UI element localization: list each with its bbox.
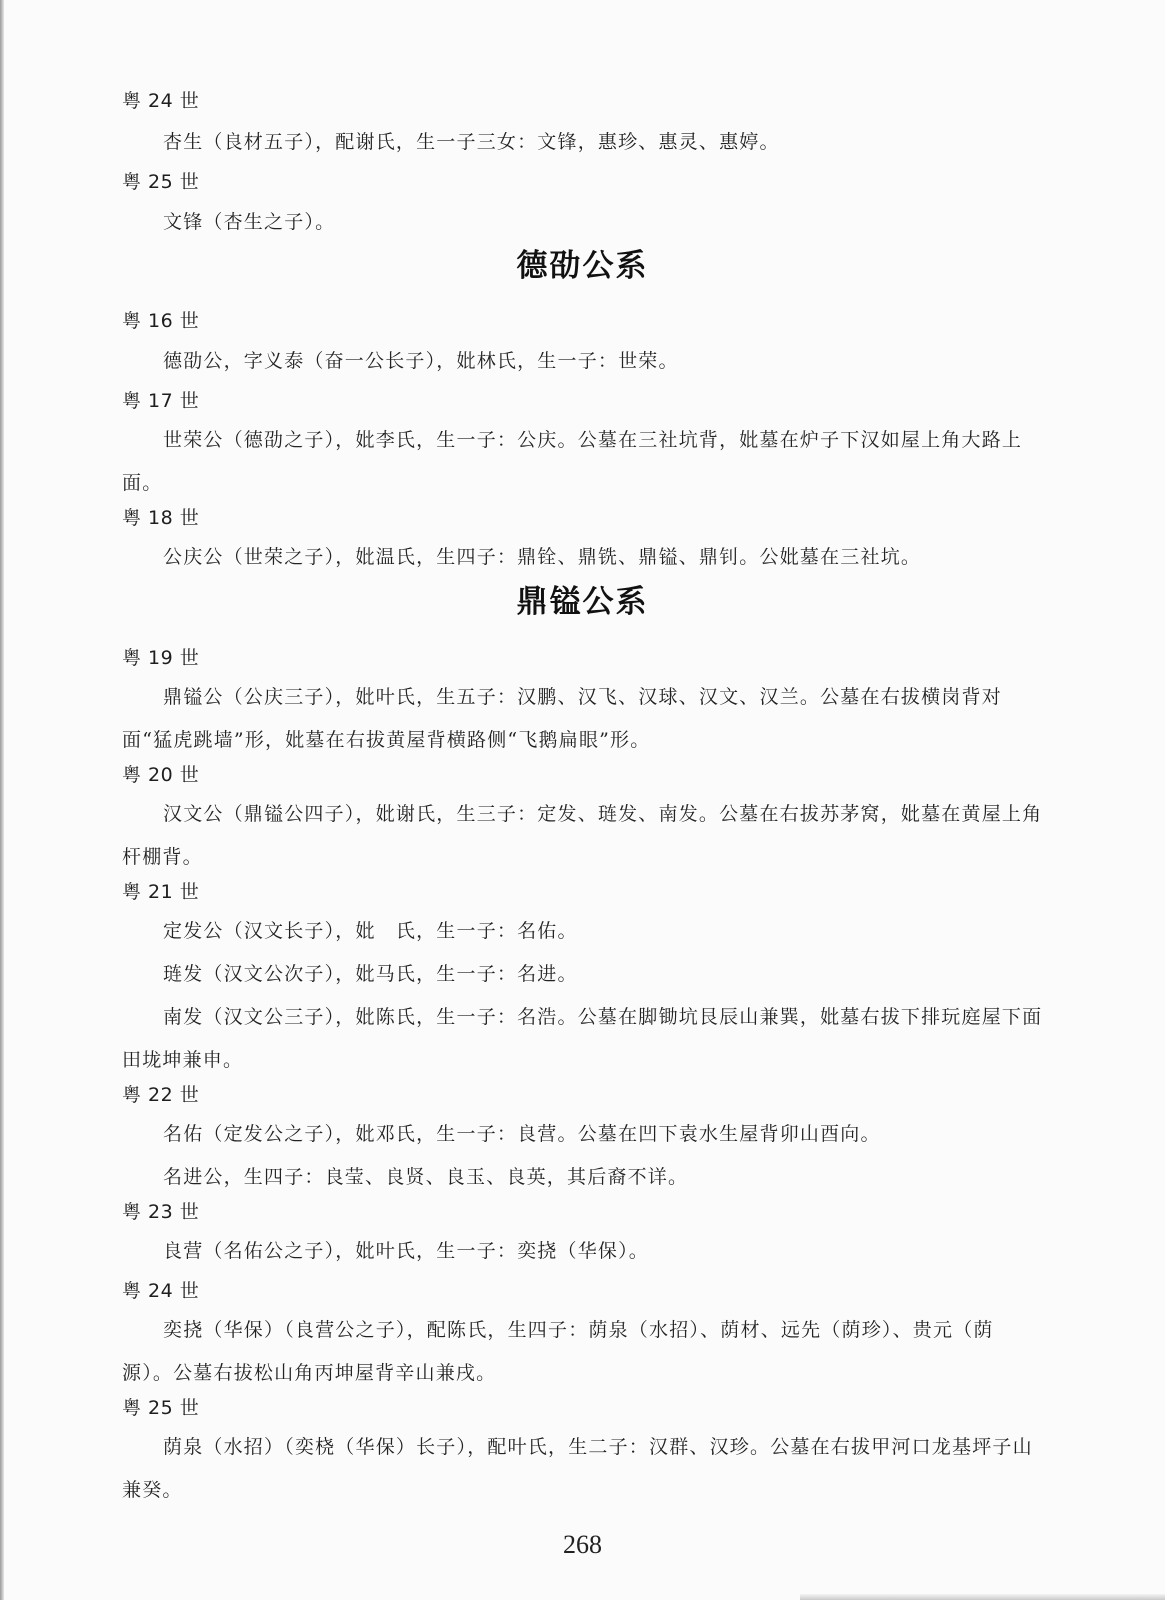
generation-heading: 粤 17 世 <box>122 390 200 412</box>
page-number: 268 <box>563 1530 602 1559</box>
generation-heading: 粤 25 世 <box>122 171 200 193</box>
section-title-dingyi: 鼎镒公系 <box>516 584 649 620</box>
genealogy-entry: 良营（名佑公之子），妣叶氏，生一子：奕挠（华保）。 <box>163 1240 650 1262</box>
generation-heading: 粤 24 世 <box>122 1280 200 1302</box>
generation-heading: 粤 23 世 <box>122 1201 200 1223</box>
generation-heading: 粤 18 世 <box>122 507 200 529</box>
genealogy-entry: 公庆公（世荣之子），妣温氏，生四子：鼎铨、鼎铣、鼎镒、鼎钊。公妣墓在三社坑。 <box>163 546 922 568</box>
genealogy-entry: 名进公，生四子：良莹、良贤、良玉、良英，其后裔不详。 <box>163 1166 689 1188</box>
generation-heading: 粤 20 世 <box>122 764 200 786</box>
genealogy-entry: 汉文公（鼎镒公四子），妣谢氏，生三子：定发、琏发、南发。公墓在右拔苏茅窝，妣墓在黄屋上角杆棚背。 <box>122 803 1043 868</box>
generation-heading: 粤 24 世 <box>122 90 200 112</box>
generation-heading: 粤 25 世 <box>122 1397 200 1419</box>
genealogy-entry: 文锋（杏生之子）。 <box>163 211 336 233</box>
generation-heading: 粤 19 世 <box>122 647 200 669</box>
genealogy-entry: 名佑（定发公之子），妣邓氏，生一子：良营。公墓在凹下袁水生屋背卯山酉向。 <box>163 1123 881 1145</box>
genealogy-entry: 琏发（汉文公次子），妣马氏，生一子：名进。 <box>163 963 578 985</box>
generation-heading: 粤 16 世 <box>122 310 200 332</box>
generation-heading: 粤 22 世 <box>122 1084 200 1106</box>
genealogy-entry: 南发（汉文公三子），妣陈氏，生一子：名浩。公墓在脚锄坑艮辰山兼巽，妣墓右拔下排玩庭屋下面田垅坤兼申。 <box>122 1006 1043 1071</box>
generation-heading: 粤 21 世 <box>122 881 200 903</box>
genealogy-entry: 世荣公（德劭之子），妣李氏，生一子：公庆。公墓在三社坑背，妣墓在炉子下汉如屋上角大路上面。 <box>122 429 1023 494</box>
genealogy-entry: 杏生（良材五子），配谢氏，生一子三女：文锋，惠珍、惠灵、惠婷。 <box>163 131 780 153</box>
genealogy-entry: 定发公（汉文长子），妣 氏，生一子：名佑。 <box>163 920 578 942</box>
genealogy-entry: 鼎镒公（公庆三子），妣叶氏，生五子：汉鹏、汉飞、汉球、汉文、汉兰。公墓在右拔横岗背对面“猛虎跳墙”形，妣墓在右拔黄屋背横路侧“飞鹅扁眼”形。 <box>122 686 1002 751</box>
genealogy-entry: 奕挠（华保）（良营公之子），配陈氏，生四子：荫泉（水招）、荫材、远先（荫珍）、贵元（荫源）。公墓右拔松山角丙坤屋背辛山兼戌。 <box>122 1319 994 1384</box>
section-title-deshao: 德劭公系 <box>516 248 649 284</box>
genealogy-entry: 荫泉（水招）（奕桡（华保）长子），配叶氏，生二子：汉群、汉珍。公墓在右拔甲河口龙基坪子山兼癸。 <box>122 1436 1033 1501</box>
genealogy-entry: 德劭公，字义泰（奋一公长子），妣林氏，生一子：世荣。 <box>163 350 679 372</box>
